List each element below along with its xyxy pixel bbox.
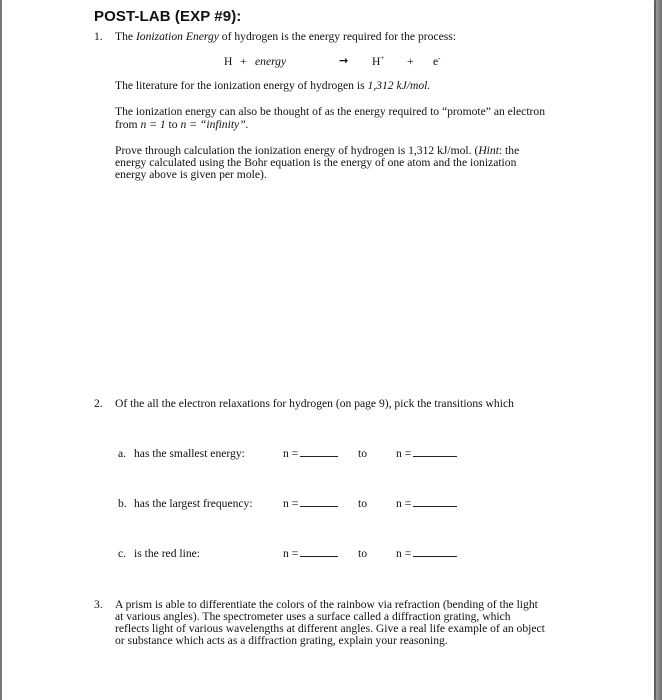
- eq-plus-2: +: [407, 55, 414, 68]
- q3-line3: reflects light of various wavelengths at different angles. Give a real life example of an object: [115, 622, 545, 635]
- eq-arrow: →: [339, 54, 349, 67]
- to-label: to: [358, 547, 368, 560]
- viewer-background: [656, 0, 662, 700]
- q1-literature: The literature for the ionization energy of hydrogen is 1,312 kJ/mol.: [115, 79, 431, 92]
- q3-number: 3.: [94, 598, 103, 611]
- page-title: POST-LAB (EXP #9):: [94, 8, 242, 25]
- q2-text: Of the all the electron relaxations for hydrogen (on page 9), pick the transitions which: [115, 397, 514, 410]
- eq-electron: e-: [433, 54, 441, 68]
- eq-energy: energy: [255, 55, 287, 68]
- item-label: has the largest frequency:: [134, 497, 253, 510]
- item-label: is the red line:: [134, 547, 201, 560]
- item-letter: b.: [118, 497, 127, 510]
- item-label: has the smallest energy:: [134, 447, 245, 460]
- q1-number: 1.: [94, 30, 103, 43]
- worksheet-page: [2, 0, 654, 700]
- q1-prove-line2: energy calculated using the Bohr equation is the energy of one atom and the ionization: [115, 156, 517, 169]
- n-initial-field[interactable]: n =: [283, 547, 338, 560]
- q1-promote-line2: from n = 1 to n = “infinity”.: [115, 118, 249, 131]
- q3-line2: at various angles). The spectrometer uses a surface called a diffraction grating, which: [115, 610, 511, 623]
- to-label: to: [358, 447, 368, 460]
- n-final-field[interactable]: n =: [396, 547, 457, 560]
- q3-line4: or substance which acts as a diffraction grating, explain your reasoning.: [115, 634, 448, 647]
- n-initial-field[interactable]: n =: [283, 497, 338, 510]
- q2-number: 2.: [94, 397, 103, 410]
- eq-plus-1: +: [240, 55, 247, 68]
- q1-prove-line3: energy above is given per mole).: [115, 168, 267, 181]
- q1-promote-line1: The ionization energy can also be thought of as the energy required to “promote” an electron: [115, 105, 545, 118]
- item-letter: a.: [118, 447, 127, 460]
- n-initial-field[interactable]: n =: [283, 447, 338, 460]
- q1-prove-line1: Prove through calculation the ionization energy of hydrogen is 1,312 kJ/mol. (Hint: the: [115, 144, 520, 157]
- n-final-field[interactable]: n =: [396, 447, 457, 460]
- item-letter: c.: [118, 547, 127, 560]
- to-label: to: [358, 497, 368, 510]
- q1-intro: The Ionization Energy of hydrogen is the energy required for the process:: [115, 30, 456, 43]
- q3-line1: A prism is able to differentiate the colors of the rainbow via refraction (bending of the light: [115, 598, 538, 611]
- n-final-field[interactable]: n =: [396, 497, 457, 510]
- eq-reactant: H: [224, 55, 233, 68]
- eq-product: H+: [372, 54, 385, 68]
